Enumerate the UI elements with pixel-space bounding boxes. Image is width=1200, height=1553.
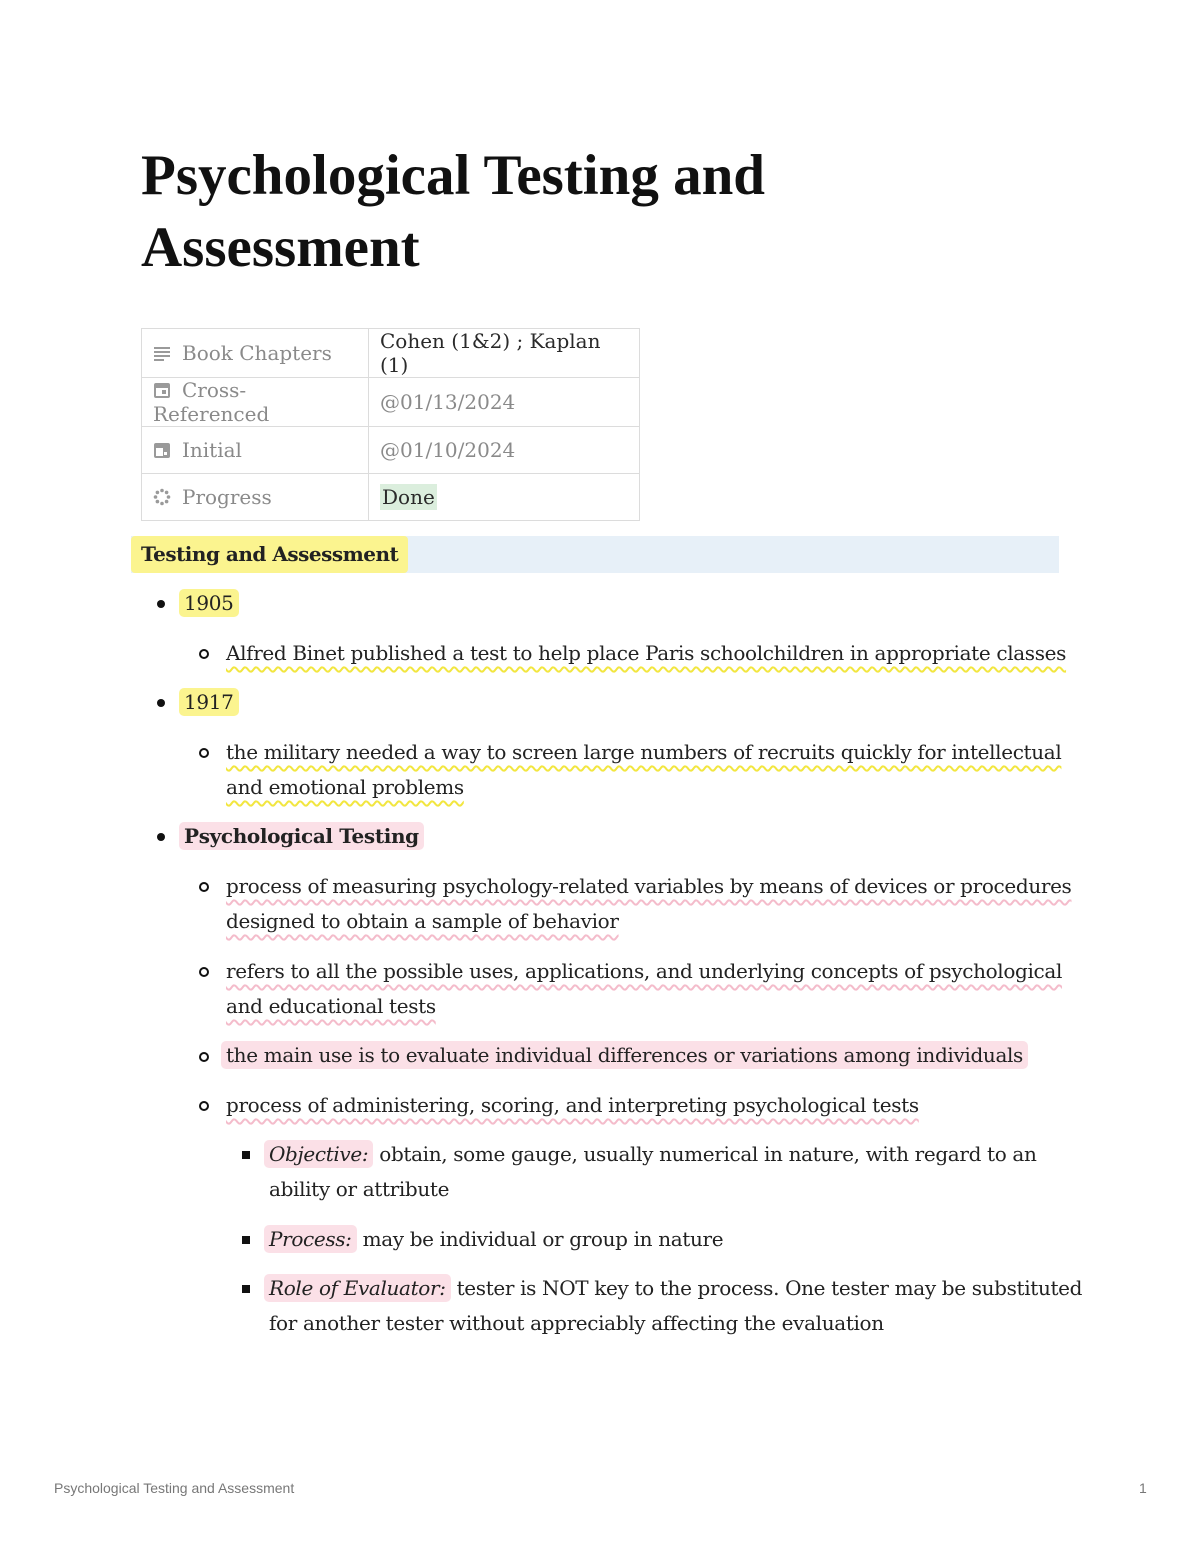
section-heading bbox=[131, 536, 1059, 573]
calendar-icon bbox=[153, 441, 171, 459]
list-item-continuation: for another tester without appreciably affecting the evaluation bbox=[269, 1311, 884, 1335]
list-item-continuation: and educational tests bbox=[226, 994, 436, 1018]
bullet-square-icon bbox=[242, 1151, 250, 1159]
text-lines-icon bbox=[153, 344, 171, 362]
list-item: 1905 bbox=[179, 586, 239, 621]
list-item: Psychological Testing bbox=[179, 819, 424, 854]
bullet-circle-icon bbox=[199, 882, 209, 892]
footer-page-number: 1 bbox=[1139, 1480, 1147, 1496]
bullet-square-icon bbox=[242, 1285, 250, 1293]
page-title bbox=[141, 140, 941, 284]
progress-spinner-icon bbox=[153, 488, 171, 506]
list-item: Objective: obtain, some gauge, usually numerical in nature, with regard to an bbox=[264, 1137, 1037, 1172]
bullet-square-icon bbox=[242, 1236, 250, 1244]
property-row bbox=[142, 378, 640, 427]
property-value[interactable]: Cohen (1&2) ; Kaplan (1) bbox=[369, 329, 640, 378]
bullet-circle-icon bbox=[199, 967, 209, 977]
list-item: refers to all the possible uses, applications, and underlying concepts of psychological bbox=[226, 959, 1063, 983]
bullet-dot-icon bbox=[157, 600, 165, 608]
property-key: Initial bbox=[142, 427, 369, 474]
list-item-continuation: ability or attribute bbox=[269, 1177, 450, 1201]
list-item: 1917 bbox=[179, 685, 239, 720]
list-item-continuation: and emotional problems bbox=[226, 775, 464, 799]
property-row bbox=[142, 329, 640, 378]
list-item: Process: may be individual or group in nature bbox=[264, 1222, 723, 1257]
property-key: Progress bbox=[142, 474, 369, 521]
list-item: Alfred Binet published a test to help place Paris schoolchildren in appropriate classes bbox=[226, 641, 1067, 665]
properties-table bbox=[141, 328, 640, 521]
property-value[interactable] bbox=[369, 474, 640, 521]
bullet-dot-icon bbox=[157, 833, 165, 841]
list-item: Role of Evaluator: tester is NOT key to the process. One tester may be substituted bbox=[264, 1271, 1082, 1306]
bullet-circle-icon bbox=[199, 1052, 209, 1062]
property-row bbox=[142, 427, 640, 474]
list-item-continuation: designed to obtain a sample of behavior bbox=[226, 909, 619, 933]
property-key: Cross-Referenced bbox=[142, 378, 369, 427]
list-item: the military needed a way to screen large numbers of recruits quickly for intellectual bbox=[226, 740, 1062, 764]
calendar-icon bbox=[153, 381, 171, 399]
list-item: process of administering, scoring, and interpreting psychological tests bbox=[226, 1093, 919, 1117]
bullet-dot-icon bbox=[157, 699, 165, 707]
property-row bbox=[142, 474, 640, 521]
status-badge: Done bbox=[382, 485, 435, 509]
section-heading-text: Testing and Assessment bbox=[131, 536, 408, 573]
bullet-circle-icon bbox=[199, 1101, 209, 1111]
list-item: process of measuring psychology-related variables by means of devices or procedures bbox=[226, 874, 1072, 898]
property-value[interactable]: @01/10/2024 bbox=[369, 427, 640, 474]
footer-document-title: Psychological Testing and Assessment bbox=[54, 1480, 295, 1496]
page-title-line-1: Psychological Testing and bbox=[141, 144, 765, 207]
bullet-circle-icon bbox=[199, 748, 209, 758]
list-item: the main use is to evaluate individual differences or variations among individuals bbox=[221, 1038, 1028, 1073]
bullet-circle-icon bbox=[199, 649, 209, 659]
page-title-line-2: Assessment bbox=[141, 216, 420, 279]
property-key: Book Chapters bbox=[142, 329, 369, 378]
property-value[interactable]: @01/13/2024 bbox=[369, 378, 640, 427]
